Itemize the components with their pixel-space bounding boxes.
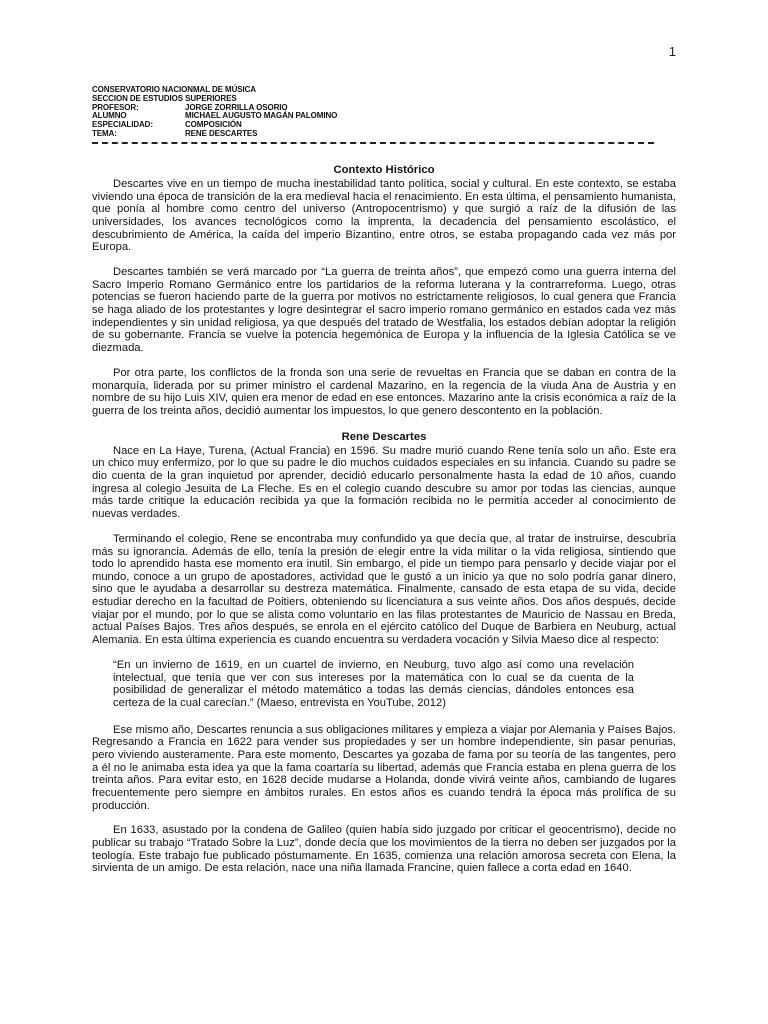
header-row-tema: [92, 130, 662, 139]
header-value: JORGE ZORRILLA OSORIO: [185, 102, 288, 112]
paragraph: Ese mismo año, Descartes renuncia a sus obligaciones militares y empieza a viajar por Alemania y Países Bajos. Regresando a Francia en 1622 para vender sus propiedades y ser un hombre independiente, sin pasar penurias, pero viviendo austeramente. Para este momento, Descartes ya gozaba de fama por su teoría de las tangentes, pero a él no le animaba esta idea ya que la fama coartaría su libertad, además que Francia estaba en plena guerra de los treinta años. Para evitar esto, en 1628 decide mudarse a Holanda, donde vivirá veinte años, cambiando de lugares frecuentemente pero siempre en ámbitos rurales. En estos años es cuando tendrá la época más prolífica de su producción.: [92, 723, 676, 812]
paragraph: Nace en La Haye, Turena, (Actual Francia) en 1596. Su madre murió cuando Rene tenía solo un año. Este era un chico muy enfermizo, por lo que su padre le dio muchos cuidados especiales en su infancia. Cuando su padre se dio cuenta de la gran inquietud por aprender, decidió educarlo personalmente hasta la edad de 10 años, cuando ingresa al colegio Jesuita de La Fleche. Es en el colegio cuando descubre su amor por todas las ciencias, aunque más tarde critique la educación recibida ya que la formación recibida no le permitía acceder al conocimiento de nuevas verdades.: [92, 444, 676, 520]
paragraph: En 1633, asustado por la condena de Galileo (quien había sido juzgado por criticar el geocentrismo), decide no publicar su trabajo “Tratado Sobre la Luz”, donde decía que los movimientos de la tierra no deben ser juzgados por la teología. Este trabajo fue publicado póstumamente. En 1635, comienza una relación amorosa secreta con Elena, la sirvienta de un amigo. De esta relación, nace una niña llamada Francine, quien fallece a corta edad en 1640.: [92, 824, 676, 875]
header-row-profesor: [92, 104, 662, 113]
paragraph: Descartes vive en un tiempo de mucha inestabilidad tanto política, social y cultural. En este contexto, se estaba viviendo una época de transición de la era medieval hacia el renacimiento. En esta última, el pensamiento humanista, que ponía al hombre como centro del universo (Antropocentrismo) y que surgió a raíz de la difusión de las universidades, los avances tecnológicos como la imprenta, la decadencia del pensamiento escolástico, el descubrimiento de América, la caída del imperio Bizantino, entre otros, se estaba propagando cada vez más por Europa.: [92, 178, 676, 254]
header-label: ALUMNO: [92, 111, 127, 121]
header-label: ESPECIALIDAD:: [92, 120, 153, 130]
section-title-contexto: Contexto Histórico: [333, 164, 435, 176]
paragraph: Terminando el colegio, Rene se encontraba muy confundido ya que decía que, al tratar de instruirse, descubría más su ignorancia. Además de ello, tenía la presión de elegir entre la vida militar o la vida religiosa, sintiendo que todo lo aprendido hasta ese momento era inutil. Sin embargo, el pide un tiempo para pensarlo y decide viajar por el mundo, conoce a un grupo de apostadores, actividad que le gustó a un inicio ya que no solo podría ganar dinero, sino que le ayudaba a desarrollar su destreza matemática. Finalmente, cansado de esta etapa de su vida, decide estudiar derecho en la facultad de Poitiers, obteniendo su licenciatura a sus veinte años. Dos años después, decide viajar por el mundo, por lo que se alista como voluntario en las filas protestantes de Mauricio de Nassau en Breda, actual Países Bajos. Tres años después, se enrola en el ejército católico del Duque de Barbiera en Neuburg, actual Alemania. En esta última experiencia es cuando encuentra su verdadera vocación y Silvia Maeso dice al respecto:: [92, 532, 676, 647]
document-body: [92, 163, 676, 887]
header-value: COMPOSICIÓN: [185, 120, 242, 130]
block-quote: “En un invierno de 1619, en un cuartel de invierno, en Neuburg, tuvo algo así como una revelación intelectual, que tenía que ver con sus intereses por la matemática con lo cual se da cuenta de la posibilidad de generalizar el método matemático a todas las demás ciencias, dándoles entonces esa certeza de la cual carecían.” (Maeso, entrevista en YouTube, 2012): [113, 658, 634, 709]
page-number: 1: [668, 44, 676, 59]
document-header: [92, 86, 662, 139]
header-row-alumno: [92, 112, 662, 121]
header-institution: CONSERVATORIO NACIONMAL DE MÚSICA: [92, 85, 256, 94]
header-divider: [92, 142, 654, 144]
header-section: SECCION DE ESTUDIOS SUPERIORES: [92, 93, 237, 103]
header-value: RENE DESCARTES: [185, 128, 258, 138]
paragraph: Descartes también se verá marcado por “La guerra de treinta años”, que empezó como una guerra interna del Sacro Imperio Romano Germánico entre los partidarios de la reforma luterana y la contrarreforma. Luego, otras potencias se fueron haciendo parte de la guerra por motivos no estrictamente religiosos, lo cual genera que Francia se haga aliado de los protestantes y logre desintegrar el sacro imperio romano germánico en estados cada vez más independientes y sin unidad religiosa, ya que después del tratado de Westfalia, los estados debían adoptar la religión de su gobernante. Francia se vuelve la potencia hegemónica de Europa y la influencia de la Iglesia Católica se ve diezmada.: [92, 266, 676, 355]
header-label: TEMA:: [92, 128, 117, 138]
paragraph: Por otra parte, los conflictos de la fronda son una serie de revueltas en Francia que se daban en contra de la monarquía, liderada por su primer ministro el cardenal Mazarino, en la regencia de la viuda Ana de Austria y en nombre de su hijo Luis XIV, quien era menor de edad en ese entonces. Mazarino ante la crisis económica a raíz de la guerra de los treinta años, decidió aumentar los impuestos, lo que genero descontento en la población.: [92, 366, 676, 417]
header-value: MICHAEL AUGUSTO MAGÁN PALOMINO: [185, 111, 338, 121]
header-row-especialidad: [92, 121, 662, 130]
header-label: PROFESOR:: [92, 102, 139, 112]
section-title-descartes: Rene Descartes: [341, 430, 427, 443]
